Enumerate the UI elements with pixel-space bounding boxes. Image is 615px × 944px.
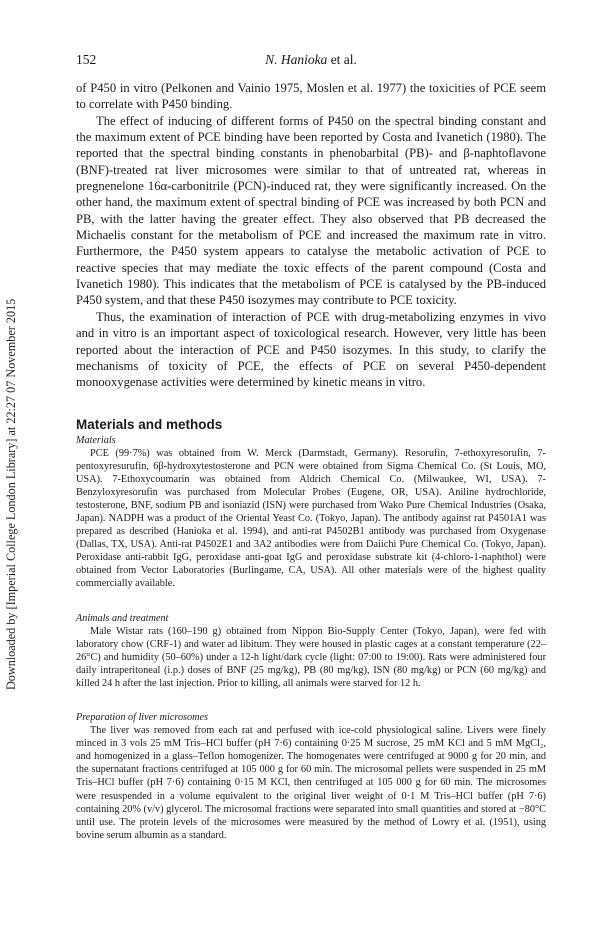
subsection-text: PCE (99·7%) was obtained from W. Merck (Darmstadt, Germany). Resorufin, 7-ethoxyresorufin, 7-pentoxyresurufin, 6β-hydroxytestosterone and PCN were obtained from Sigma Chemical Co. (St Louis, MO, USA). 7-Ethoxycoumarin was obtained from Aldrich Chemical Co. (Milwaukee, WI, USA). 7-Benzyloxyresorufin was purchased from Molecular Probes (Eugene, OR, USA). Aniline hydrochloride, testosterone, BNF, sodium PB and isoniazid (ISN) were purchased from Wako Pure Chemical Industries (Osaka, Japan). NADPH was a product of the Oriental Yeast Co. (Tokyo, Japan). The antibody against rat P4501A1 was prepared as described (Hanioka et al. 1994), and anti-rat P4502B1 antibody was purchased from Oxygenase (Dallas, TX, USA). Anti-rat P4502E1 and 3A2 antibodies were from Daiichi Pure Chemical Co. (Tokyo, Japan). Peroxidase anti-rabbit IgG, peroxidase anti-goat IgG and peroxidase substrate kit (4-chloro-1-naphthol) were obtained from Vector Laboratories (Burlingame, CA, USA). All other materials were of the highest quality commercially available. bbox=[76, 447, 546, 590]
running-head bbox=[76, 52, 546, 68]
subsection-heading: Animals and treatment bbox=[76, 612, 169, 624]
page-header bbox=[76, 52, 546, 70]
subsection-text: The liver was removed from each rat and perfused with ice-cold physiological saline. Livers were finely minced in 3 vols 25 mM Tris–HCl buffer (pH 7·6) containing 0·25 M sucrose, 25 mM KCl and 5 mM MgCl₂, and homogenized in a glass–Teflon homogenizer. The homogenates were centrifuged at 9000 g for 20 min, and the supernatant fractions centrifuged at 105 000 g for 60 min. The microsomal pellets were suspended in 25 mM Tris–HCl buffer (pH 7·6) containing 0·15 M KCl, then centrifuged at 105 000 g for 60 min. The microsomes were resuspended in a volume equivalent to the original liver weight of 0·1 M Tris–HCl buffer (pH 7·6) containing 20% (v/v) glycerol. The microsomal fractions were separated into small quantities and stored at −80°C until use. The protein levels of the microsomes were measured by the method of Lowry et al. (1951), using bovine serum albumin as a standard. bbox=[76, 725, 546, 841]
download-watermark: Downloaded by [Imperial College London Library] at 22:27 07 November 2015 bbox=[4, 298, 18, 690]
intro-paragraph: The effect of inducing of different forms of P450 on the spectral binding constant and the maximum extent of PCE binding have been reported by Costa and Ivanetich (1980). The reported that the spectral binding constants in phenobarbital (PB)- and β-naphtoflavone (BNF)-treated rat liver microsomes were similar to that of untreated rat, whereas in pregnenelone 16α-carbonitrile (PCN)-induced rat, they were significantly increased. On the other hand, the maximum extent of spectral binding of PCE was increased by both PCN and PB, with the latter having the greater effect. They also observed that PB decreased the Michaelis constant for the metabolism of PCE and increased the maximum rate in vitro. Furthermore, the P450 system appears to catalyse the metabolic activation of PCE to reactive species that may mediate the toxic effects of the parent compound (Costa and Ivanetich 1980). This indicates that the metabolism of PCE is catalysed by the PB-induced P450 system, and that these P450 isozymes may contribute to PCE toxicity. bbox=[76, 113, 546, 308]
page-number: 152 bbox=[76, 52, 97, 67]
intro-paragraph: Thus, the examination of interaction of PCE with drug-metabolizing enzymes in vivo and in vitro is an important aspect of toxicological research. However, very little has been reported about the interaction of PCE and P450 isozymes. In this study, to clarify the mechanisms of toxicity of PCE, the effects of PCE on several P450-dependent monooxygenase activities were determined by kinetic means in vitro. bbox=[76, 309, 546, 390]
section-heading: Materials and methods bbox=[76, 416, 223, 432]
running-head-author: N. Hanioka bbox=[265, 52, 328, 67]
subsection-text: Male Wistar rats (160–190 g) obtained from Nippon Bio-Supply Center (Tokyo, Japan), were fed with laboratory chow (CRF-1) and water ad libitum. They were housed in plastic cages at a constant temperature (22–26°C) and humidity (50–60%) under a 12-h light/dark cycle (light: 07:00 to 19:00). Rats were administered four daily intraperitoneal (i.p.) doses of BNF (25 mg/kg), PB (80 mg/kg), ISN (80 mg/kg) or PCN (60 mg/kg) and killed 24 h after the last injection. Prior to killing, all animals were starved for 12 h. bbox=[76, 625, 546, 689]
subsection-heading: Preparation of liver microsomes bbox=[76, 712, 208, 724]
running-head-etal: et al. bbox=[327, 52, 357, 67]
subsection-heading: Materials bbox=[76, 434, 116, 446]
body-column bbox=[76, 80, 546, 842]
intro-paragraph: of P450 in vitro (Pelkonen and Vainio 1975, Moslen et al. 1977) the toxicities of PCE seem to correlate with P450 binding. bbox=[76, 81, 546, 112]
